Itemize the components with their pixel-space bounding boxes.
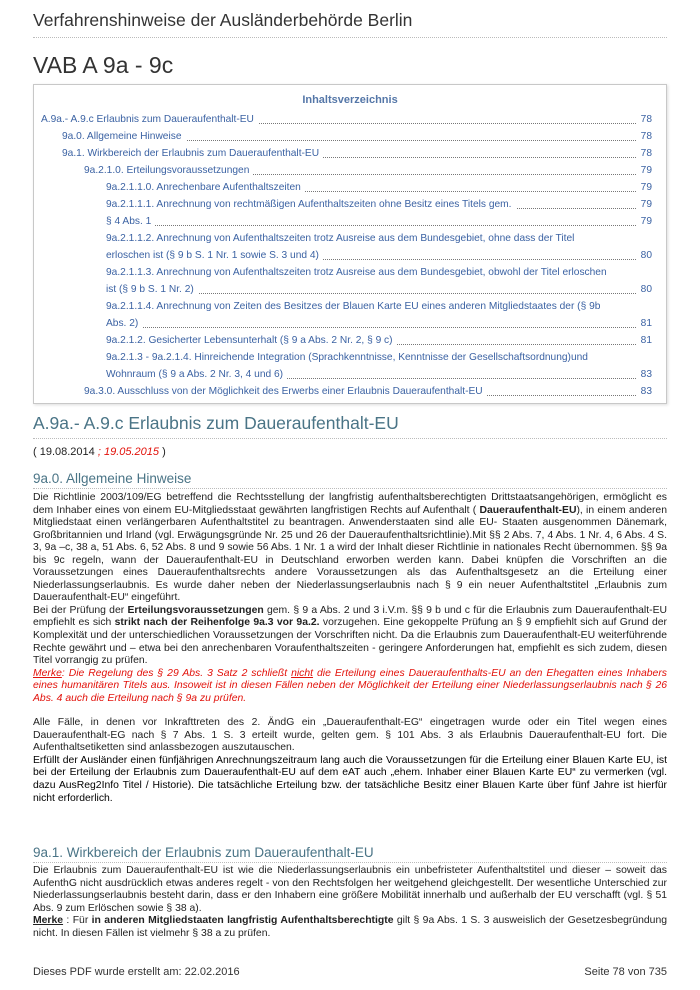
section-body-9a1 bbox=[33, 865, 667, 940]
toc-page-number: 79 bbox=[637, 196, 652, 213]
merke-note: Merke: Die Regelung des § 29 Abs. 3 Satz 2 schließt nicht die Erteilung eines Daueraufenthalts-EU an den Ehegatten eines Inhabers eines humanitären Titels aus. Insoweit ist in diesen Fällen neben der Möglichkeit der Erteilung einer Niederlassungserlaubnis nach § 26 Abs. 4 auch die Erteilung nach § 9a zu prüfen. bbox=[33, 667, 667, 704]
toc-page-number: 79 bbox=[637, 213, 652, 230]
paragraph: Die Erlaubnis zum Daueraufenthalt-EU ist wie die Niederlassungserlaubnis ein unbefristeter Aufenthaltstitel und dieser – soweit das AufenthG nicht ausdrücklich etwas anderes regelt - von den Rechtsfolgen her weitgehend gleichgestellt. Der wesentliche Unterschied zur Niederlassungserlaubnis besteht darin, dass er den Inhabern eine größere Mobilität innerhalb und außerhalb der EU verschafft (vgl. § 51 Abs. 9 zum Erlöschen sowie § 38 a). bbox=[33, 865, 667, 914]
toc-page-number: 78 bbox=[637, 145, 652, 162]
merke-note: Merke : Für in anderen Mitgliedstaaten langfristig Aufenthaltsberechtigte gilt § 9a Abs. 1 S. 3 ausweislich der Gesetzesbegründung nicht. In diesen Fällen ist vielmehr § 38 a zu prüfen. bbox=[33, 915, 668, 939]
toc-entry[interactable]: 9a.2.1.3 - 9a.2.1.4. Hinreichende Integration (Sprachkenntnisse, Kenntnisse der Gesellschaftsordnung)und Wohnraum (§ 9 a Abs. 2 Nr. 3, 4 und 6) 83 bbox=[106, 349, 666, 383]
paragraph: Bei der Prüfung der Erteilungsvoraussetzungen gem. § 9 a Abs. 2 und 3 i.V.m. §§ 9 b und c für die Erlaubnis zum Daueraufenthalt-EU empfiehlt es sich strikt nach der Reihenfolge 9a.3 vor 9a.2. vorzugehen. Eine gekoppelte Prüfung an § 9 empfiehlt sich auf Grund der Komplexität und der unterschiedlichen Voraussetzungen der Vorschriften nicht. Da die Erlaubnis zum Daueraufenthalt-EU weiterführende Rechte gewährt und – etwa bei den anrechenbaren Voraufenthaltszeiten - geringere Anforderungen hat, empfiehlt es sich zudem, diesen Titel vorrangig zu prüfen. bbox=[33, 604, 668, 667]
footer-created-date: Dieses PDF wurde erstellt am: 22.02.2016 bbox=[33, 966, 240, 978]
toc-page-number: 79 bbox=[637, 162, 652, 179]
page-footer bbox=[33, 966, 667, 978]
toc-entry[interactable]: 9a.2.1.1.3. Anrechnung von Aufenthaltszeiten trotz Ausreise aus dem Bundesgebiet, obwohl der Titel erloschen ist (§ 9 b S. 1 Nr. 2) 80 bbox=[106, 264, 666, 298]
toc-page-number: 81 bbox=[637, 315, 652, 332]
toc-entry[interactable]: 9a.2.1.0. Erteilungsvoraussetzungen 79 bbox=[84, 162, 666, 179]
toc-entry[interactable]: § 4 Abs. 1 79 bbox=[106, 213, 666, 230]
toc-entry[interactable]: 9a.2.1.1.0. Anrechenbare Aufenthaltszeiten 79 bbox=[106, 179, 666, 196]
section-heading-9a0: 9a.0. Allgemeine Hinweise bbox=[33, 471, 667, 489]
paragraph: Erfüllt der Ausländer einen fünfjährigen Anrechnungszeitraum lang auch die Voraussetzungen für die Erteilung einer Blauen Karte EU, ist bei der Erteilung der Erlaubnis zum Daueraufenthalt-EU auf dem eAT auch „ehem. Inhaber einer Blauen Karte EU“ zu vermerken (vgl. dazu AusReg2Info Titel / Historie). Die tatsächliche Erteilung bzw. der tatsächliche Besitz einer Blauen Karte über fünf Jahre ist hierfür nicht erforderlich. bbox=[33, 754, 667, 804]
changed-date: ; 19.05.2015 bbox=[97, 446, 160, 458]
toc-entry[interactable]: A.9a.- A.9.c Erlaubnis zum Daueraufenthalt-EU 78 bbox=[41, 111, 666, 128]
paragraph: Die Richtlinie 2003/109/EG betreffend die Rechtsstellung der langfristig aufenthaltsberechtigten Drittstaatsangehörigen, ermöglicht es dem Inhaber eines von einem EU-Mitgliedsstaat gewährten langfristigen Rechts auf Aufenthalt ( Daueraufenthalt-EU), in einem anderen Mitgliedstaat einen verlängerbaren Aufenthaltstitel zu beantragen. Anwenderstaaten sind alle EU- Staaten ausgenommen Dänemark, Großbritannien und Irland (vgl. Erwägungsgründe Nr. 25 und 26 der Daueraufenthaltsrichtlinie).Mit §§ 2 Abs. 7, 4 Abs. 1 Nr. 4, 6 Abs. 4 S. 3, 9a –c, 38 a, 51 Abs. 6, 52 Abs. 8 und 9 sowie 56 Abs. 1 Nr. 1 a wird der Inhalt dieser Richtlinie in nationales Recht übernommen. §§ 9a bis 9c regeln, wann der Daueraufenthalt-EU in Deutschland erworben werden kann. Dabei knüpfen die Vorschriften an die Voraussetzungen eines Daueraufenthaltsrechts andere Voraussetzungen als das Aufenthaltsgesetz an die Erteilung einer Niederlassungserlaubnis. Es wurde daher neben der Niederlassungserlaubnis nach § 9 ein neuer Aufenthaltstitel „Erlaubnis zum Daueraufenthalt-EU“ eingeführt. bbox=[33, 492, 667, 604]
document-title: VAB A 9a - 9c bbox=[33, 52, 174, 78]
toc-page-number: 83 bbox=[637, 366, 652, 383]
document-header bbox=[33, 10, 667, 38]
toc-entry[interactable]: 9a.2.1.1.4. Anrechnung von Zeiten des Besitzes der Blauen Karte EU eines anderen Mitgliedstaates der (§ 9b Abs. 2) 81 bbox=[106, 298, 666, 332]
toc-page-number: 80 bbox=[637, 281, 652, 298]
footer-page-number: Seite 78 von 735 bbox=[584, 966, 667, 978]
section-heading-9a1: 9a.1. Wirkbereich der Erlaubnis zum Daueraufenthalt-EU bbox=[33, 845, 667, 863]
table-of-contents bbox=[33, 84, 667, 404]
toc-page-number: 83 bbox=[637, 383, 652, 400]
paragraph: Alle Fälle, in denen vor Inkrafttreten des 2. ÄndG ein „Daueraufenthalt-EG“ eingetragen wurde oder ein Titel wegen eines Daueraufenthalt-EG nach § 7 Abs. 1 S. 3 erteilt wurde, gelten gem. § 101 Abs. 3 als Erlaubnis Daueraufenthalt-EU fort. Die Aufenthaltsetiketten sind anlassbezogen auszutauschen. bbox=[33, 717, 667, 754]
toc-page-number: 78 bbox=[637, 128, 652, 145]
header-title: Verfahrenshinweise der Ausländerbehörde Berlin bbox=[33, 10, 413, 30]
toc-entry[interactable]: 9a.2.1.1.2. Anrechnung von Aufenthaltszeiten trotz Ausreise aus dem Bundesgebiet, ohne dass der Titel erloschen ist (§ 9 b S. 1 Nr. 1 sowie S. 3 und 4) 80 bbox=[106, 230, 666, 264]
toc-entry[interactable]: 9a.1. Wirkbereich der Erlaubnis zum Daueraufenthalt-EU 78 bbox=[62, 145, 666, 162]
toc-title: Inhaltsverzeichnis bbox=[302, 94, 398, 106]
toc-entry[interactable]: 9a.3.0. Ausschluss von der Möglichkeit des Erwerbs einer Erlaubnis Daueraufenthalt-EU 83 bbox=[84, 383, 666, 400]
toc-page-number: 78 bbox=[637, 111, 652, 128]
section-body-9a0 bbox=[33, 492, 667, 805]
revision-date: ( 19.08.2014 ; 19.05.2015 ) bbox=[33, 446, 166, 458]
toc-page-number: 79 bbox=[637, 179, 652, 196]
toc-page-number: 81 bbox=[637, 332, 652, 349]
toc-entry[interactable]: 9a.2.1.1.1. Anrechnung von rechtmäßigen Aufenthaltszeiten ohne Besitz eines Titels gem. 79 bbox=[106, 196, 666, 213]
toc-entry[interactable]: 9a.0. Allgemeine Hinweise 78 bbox=[62, 128, 666, 145]
section-heading-main: A.9a.- A.9.c Erlaubnis zum Daueraufenthalt-EU bbox=[33, 413, 667, 439]
toc-entry[interactable]: 9a.2.1.2. Gesicherter Lebensunterhalt (§ 9 a Abs. 2 Nr. 2, § 9 c) 81 bbox=[106, 332, 666, 349]
toc-page-number: 80 bbox=[637, 247, 652, 264]
